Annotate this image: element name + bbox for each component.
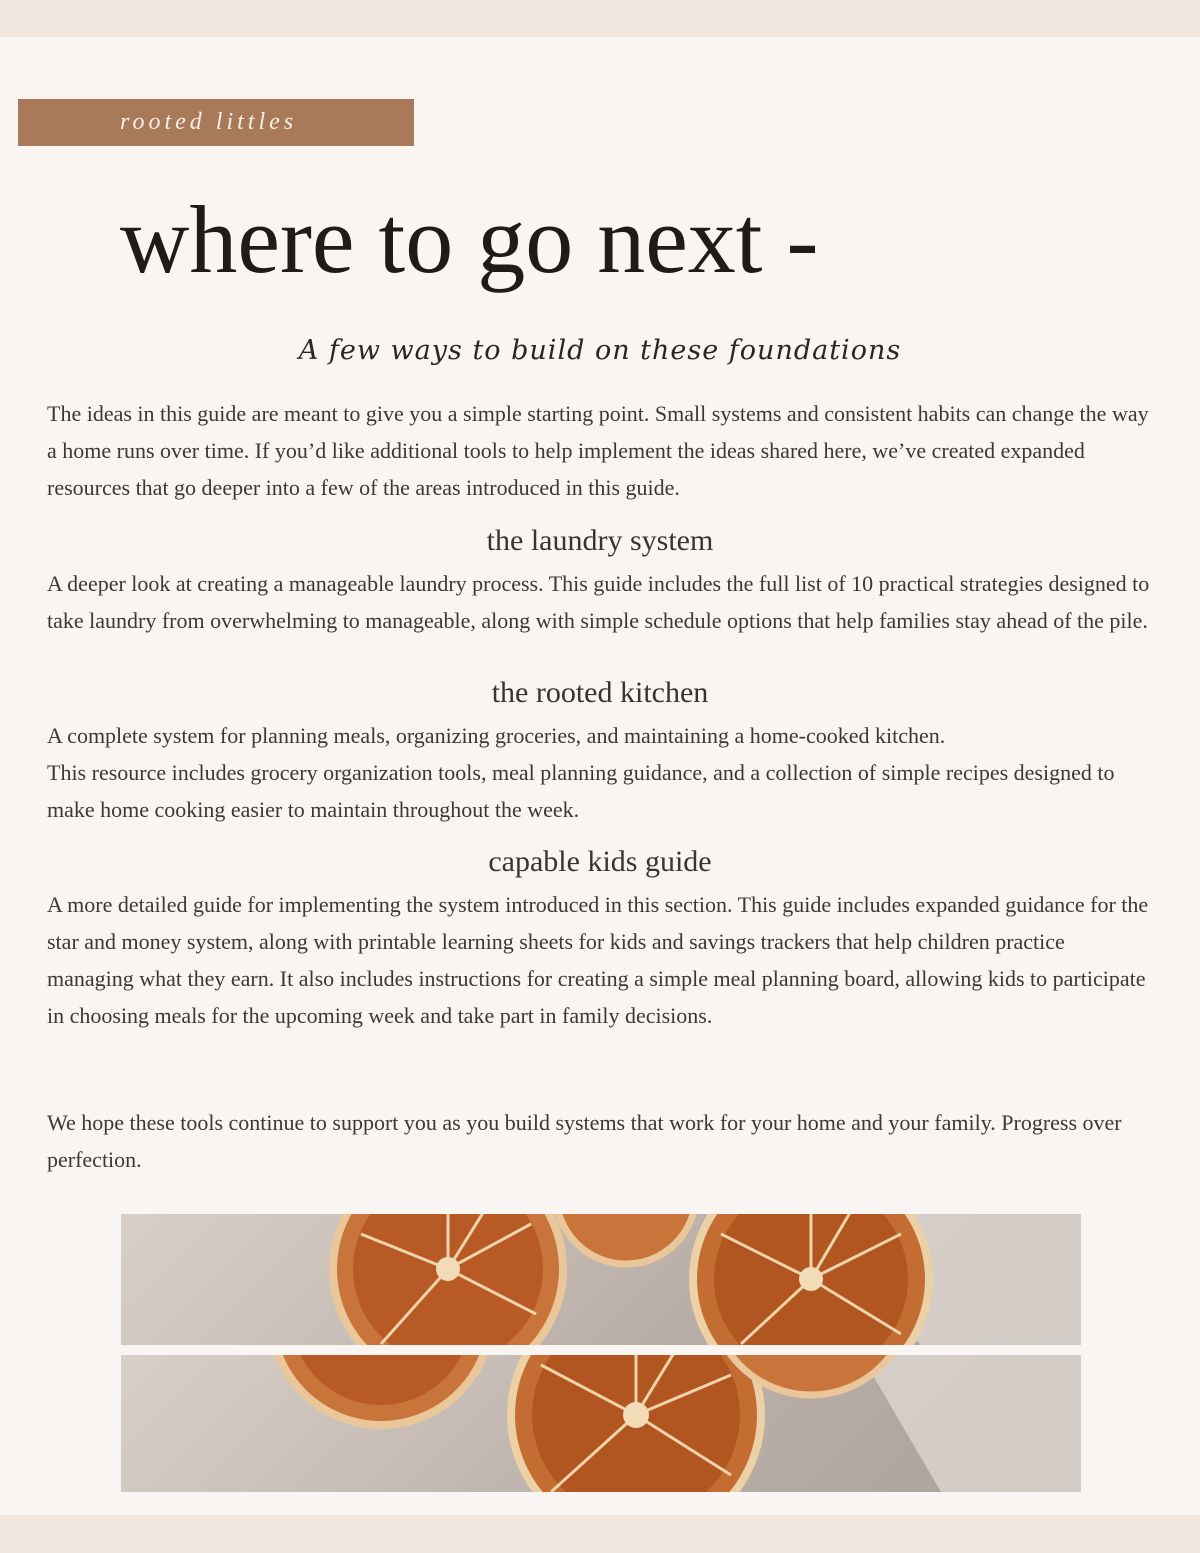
orange-slice-icon: [556, 1214, 696, 1264]
dried-oranges-photo-bottom: [121, 1355, 1081, 1492]
orange-slice-icon: [333, 1214, 563, 1345]
section-body-kitchen: A complete system for planning meals, organizing groceries, and maintaining a home-cooked kitchen.: [47, 723, 946, 748]
section-body-kids: A more detailed guide for implementing the system introduced in this section. This guide includes expanded guidance for the star and money system, along with printable learning sheets for kids and savings trackers that help children practice managing what they earn. It also includes instructions for creating a simple meal planning board, allowing kids to participate in choosing meals for the upcoming week and take part in family decisions.: [47, 892, 1149, 1028]
page-subtitle: A few ways to build on these foundations: [298, 335, 902, 366]
intro-paragraph: The ideas in this guide are meant to give you a simple starting point. Small systems and consistent habits can change the way a home runs over time. If you’d like additional tools to help implement the ideas shared here, we’ve created expanded resources that go deeper into a few of the areas introduced in this guide.: [47, 401, 1149, 500]
section-heading-kitchen: the rooted kitchen: [491, 676, 709, 709]
section-body-kitchen-2: This resource includes grocery organization tools, meal planning guidance, and a collection of simple recipes designed to make home cooking easier to maintain throughout the week.: [47, 760, 1115, 822]
closing-paragraph: We hope these tools continue to support you as you build systems that work for your home and your family. Progress over perfection.: [47, 1110, 1122, 1172]
dried-oranges-photo-top: [121, 1214, 1081, 1345]
orange-slice-icon: [511, 1355, 761, 1492]
brand-name: rooted littles: [120, 109, 298, 135]
page-title: where to go next -: [120, 186, 819, 293]
brand-banner: [18, 99, 414, 146]
orange-slice-icon: [693, 1214, 929, 1345]
section-body-laundry: A deeper look at creating a manageable laundry process. This guide includes the full list of 10 practical strategies designed to take laundry from overwhelming to manageable, along with simple schedule options that help families stay ahead of the pile.: [47, 571, 1150, 633]
dried-oranges-illustration-top: [121, 1214, 1081, 1345]
dried-oranges-illustration-bottom: [121, 1355, 1081, 1492]
orange-slice-icon: [271, 1355, 491, 1425]
section-heading-laundry: the laundry system: [486, 524, 714, 557]
section-heading-kids: capable kids guide: [488, 845, 712, 878]
page: [0, 37, 1200, 1515]
